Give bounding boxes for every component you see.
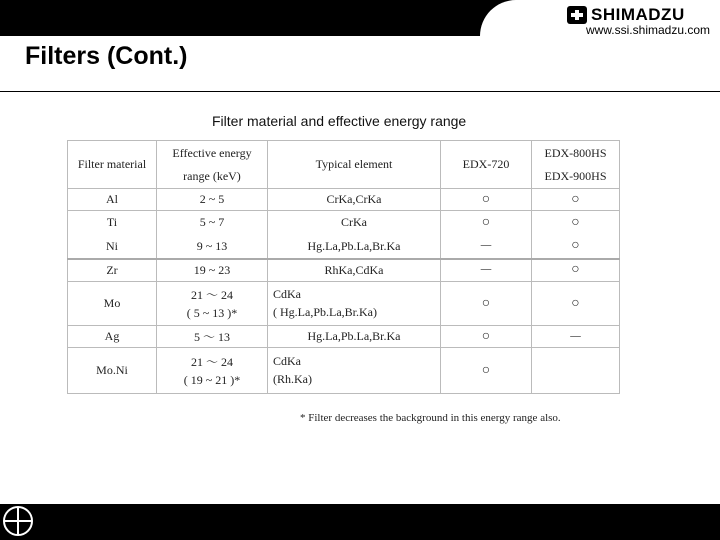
table-row xyxy=(68,235,620,259)
table-row xyxy=(68,189,620,211)
cell-element: Hg.La,Pb.La,Br.Ka xyxy=(268,235,441,259)
cell-material: Mo.Ni xyxy=(68,348,157,394)
cell-element xyxy=(268,282,441,326)
cell-edx800: ○ xyxy=(532,282,620,326)
cell-range xyxy=(157,348,268,394)
cell-element: Hg.La,Pb.La,Br.Ka xyxy=(268,326,441,348)
header-edx800-line1: EDX-800HS xyxy=(544,145,607,160)
table-header-row xyxy=(68,141,620,189)
cell-element: RhKa,CdKa xyxy=(268,259,441,282)
cell-edx800: ○ xyxy=(532,259,620,282)
cell-edx720: ○ xyxy=(441,189,532,211)
table-row xyxy=(68,211,620,235)
table-row xyxy=(68,326,620,348)
cell-element-line2: ( Hg.La,Pb.La,Br.Ka) xyxy=(273,305,377,319)
title-divider xyxy=(0,91,720,92)
cell-edx800: ○ xyxy=(532,211,620,235)
cell-material: Ag xyxy=(68,326,157,348)
brand-name: SHIMADZU xyxy=(591,5,685,24)
cell-range: 9 ~ 13 xyxy=(157,235,268,259)
header-energy-line2: range (keV) xyxy=(183,168,241,183)
cell-range: 2 ~ 5 xyxy=(157,189,268,211)
cell-element: CrKa xyxy=(268,211,441,235)
cell-edx720: ○ xyxy=(441,282,532,326)
table-caption: Filter material and effective energy range xyxy=(212,113,467,129)
slide-title: Filters (Cont.) xyxy=(25,42,188,70)
header-edx800 xyxy=(532,141,620,189)
cell-edx720: ○ xyxy=(441,326,532,348)
cell-element-line1: CdKa xyxy=(273,354,301,368)
cell-range xyxy=(157,282,268,326)
footer-bar xyxy=(0,504,720,540)
table-footnote: * Filter decreases the background in this energy range also. xyxy=(300,412,561,424)
cell-material: Ti xyxy=(68,211,157,235)
cell-element: CrKa,CrKa xyxy=(268,189,441,211)
cell-element xyxy=(268,348,441,394)
cell-edx720: ○ xyxy=(441,348,532,394)
cell-edx720: － xyxy=(441,259,532,282)
cell-edx720: ○ xyxy=(441,211,532,235)
table-row xyxy=(68,259,620,282)
cell-range: 5 ~ 7 xyxy=(157,211,268,235)
shimadzu-emblem-icon xyxy=(2,505,34,537)
header-energy-line1: Effective energy xyxy=(172,145,252,160)
brand-logo xyxy=(567,5,685,25)
cell-range-line1: 21 ～ 24 xyxy=(190,355,233,369)
cell-element-line1: CdKa xyxy=(273,287,301,301)
cell-edx800 xyxy=(532,348,620,394)
header-energy xyxy=(157,141,268,189)
cell-edx720: － xyxy=(441,235,532,259)
cell-edx800: － xyxy=(532,326,620,348)
cell-material: Ni xyxy=(68,235,157,259)
cell-edx800: ○ xyxy=(532,235,620,259)
cell-range-line2: ( 5 ~ 13 )* xyxy=(186,306,238,320)
cell-edx800: ○ xyxy=(532,189,620,211)
table-row xyxy=(68,348,620,394)
cell-range-line1: 21 ～ 24 xyxy=(190,288,233,302)
cell-material: Zr xyxy=(68,259,157,282)
table-row xyxy=(68,282,620,326)
cell-range-line2: ( 19 ~ 21 )* xyxy=(183,373,241,387)
filter-table xyxy=(67,140,620,394)
shimadzu-mark-icon xyxy=(567,6,587,24)
cell-material: Mo xyxy=(68,282,157,326)
cell-material: Al xyxy=(68,189,157,211)
header-material: Filter material xyxy=(68,141,157,189)
cell-range: 19 ~ 23 xyxy=(157,259,268,282)
cell-range: 5 ～ 13 xyxy=(157,326,268,348)
header-edx720: EDX-720 xyxy=(441,141,532,189)
cell-element-line2: (Rh.Ka) xyxy=(273,372,312,386)
site-url: www.ssi.shimadzu.com xyxy=(585,23,710,37)
header-edx800-line2: EDX-900HS xyxy=(544,168,607,183)
header-element: Typical element xyxy=(268,141,441,189)
